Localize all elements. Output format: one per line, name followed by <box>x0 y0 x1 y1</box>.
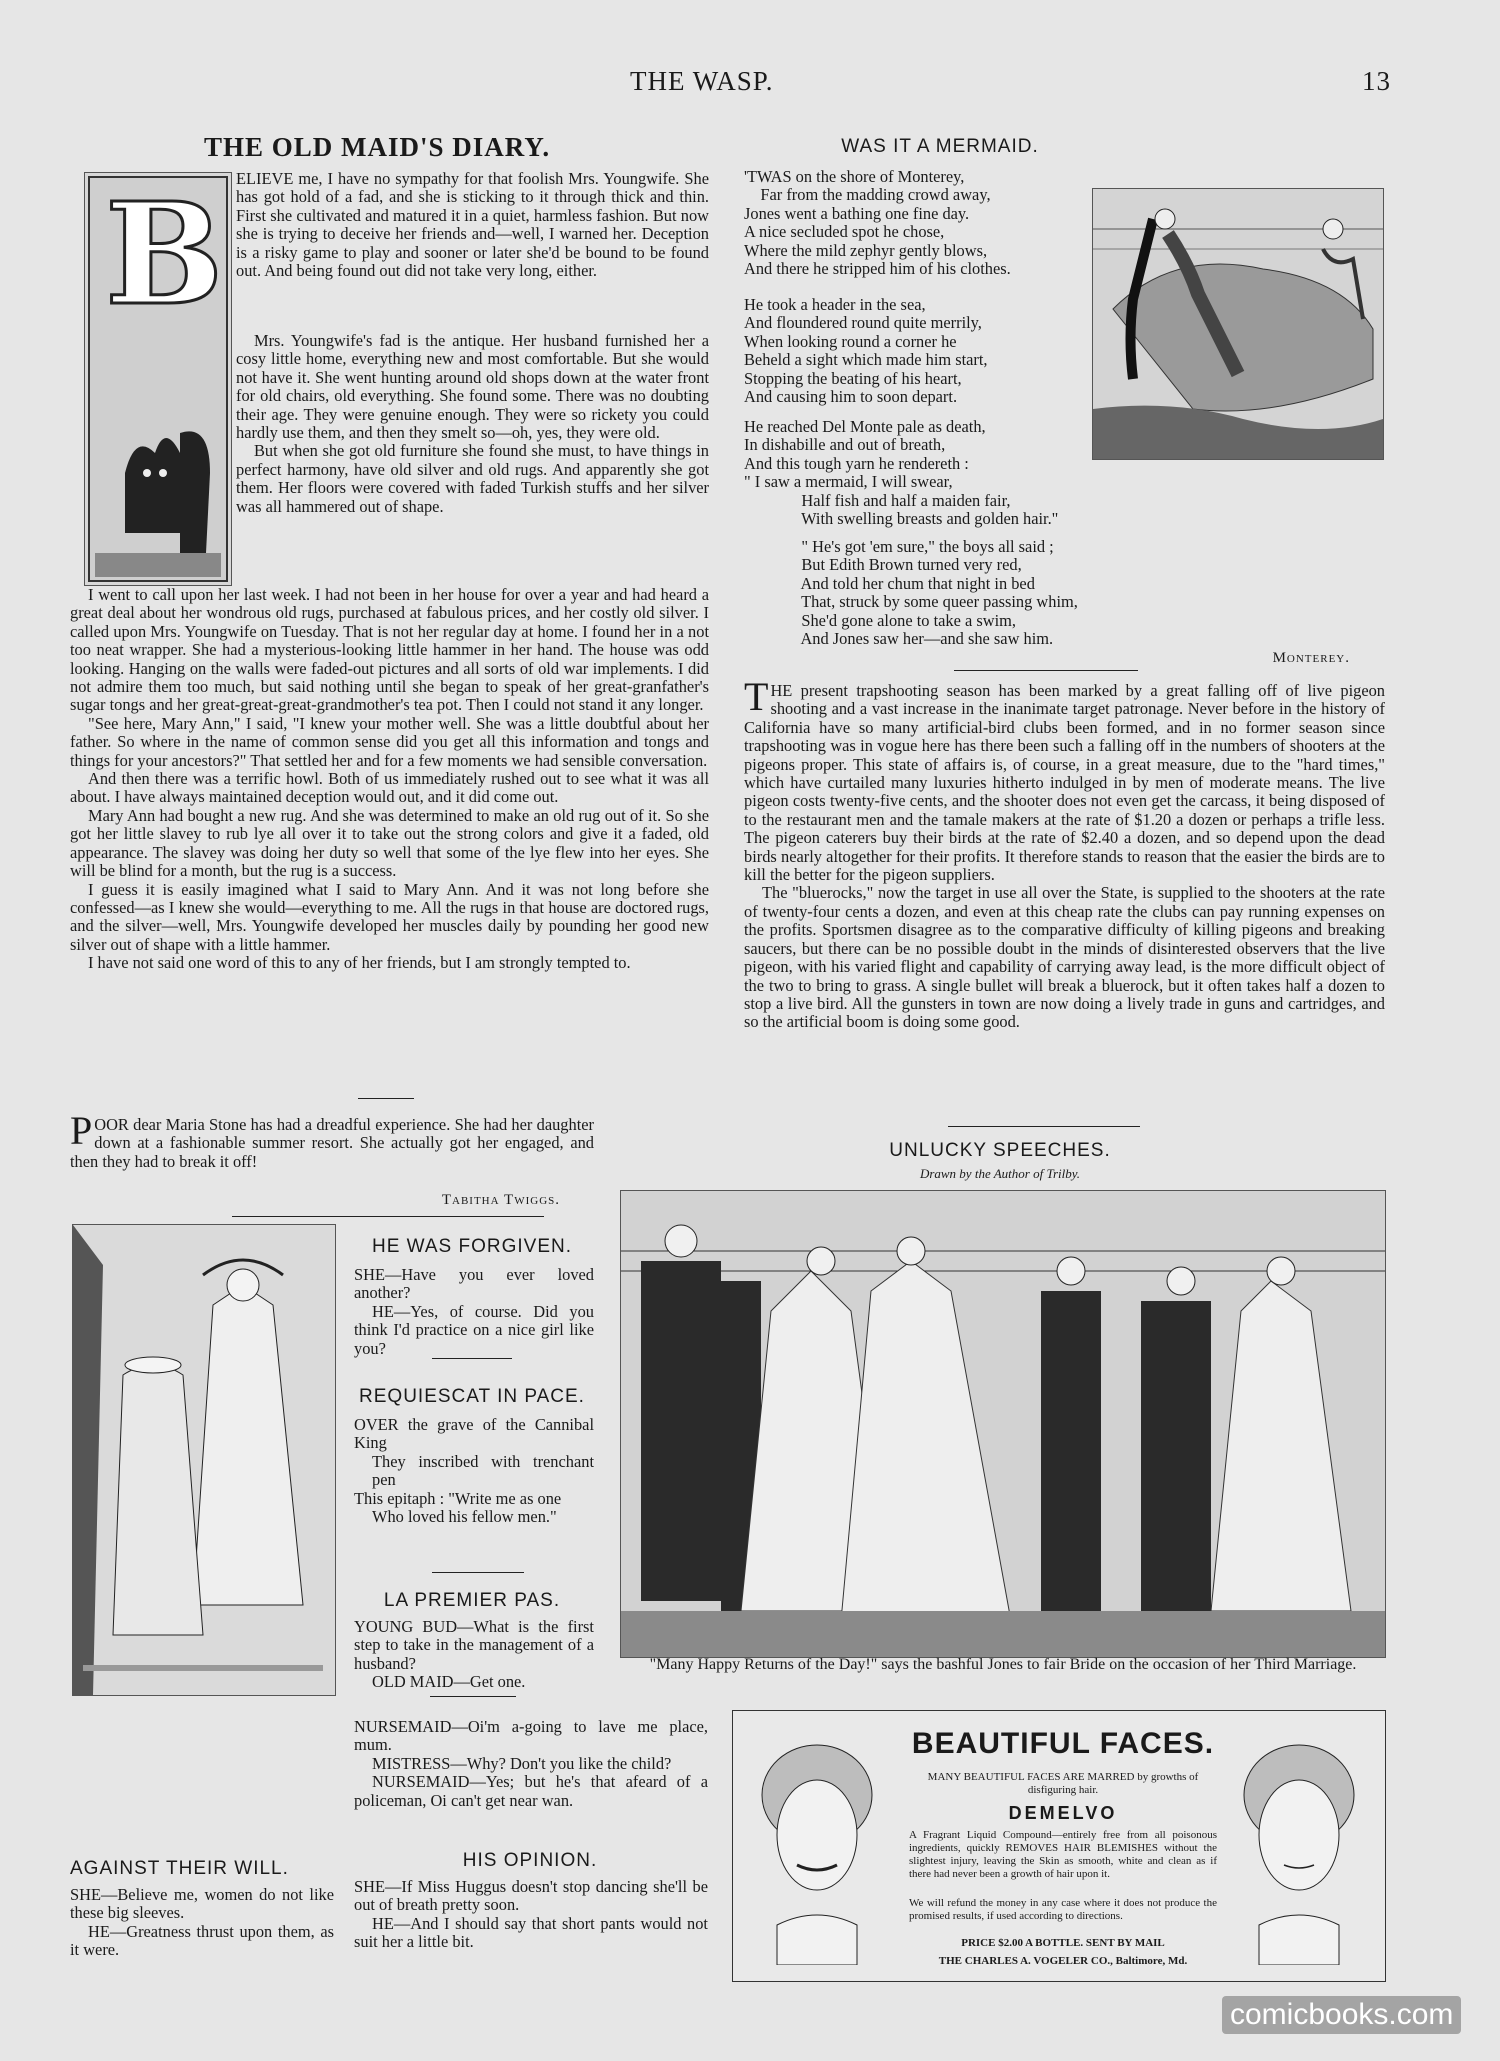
poem-line: Half fish and half a maiden fair, <box>744 490 1011 510</box>
divider <box>232 1216 544 1217</box>
ad-company: THE CHARLES A. VOGELER CO., Baltimore, Md. <box>938 1955 1188 1967</box>
opinion-text <box>354 1878 708 1952</box>
trapshooting-paragraph: The "bluerocks," now the target in use all over the State, is supplied to the shooters at the rate of twenty-four cents a dozen, and even at this cheap rate the clubs can pay running expenses on the profits. Sportsmen disagree as to the comparative difficulty of killing pigeons and breaking saucers, but there can be no possible doubt in the minds of disinterested observers that the live pigeon, with his varied flight and capability of carrying away lead, is the more difficult object of the two to bring to grass. A single bullet will break a bluerock, but it often takes half a dozen to stop a live bird. All the gunsters in town are now doing a lively trade in guns and cartridges, and so the artificial boom is doing some good. <box>744 883 1385 1032</box>
verse-line: This epitaph : "Write me as one <box>354 1488 562 1508</box>
diary-paragraph: Mrs. Youngwife's fad is the antique. Her husband furnished her a cosy little home, everything new and most comfortable. But she would not have it. She went hunting around old shops down at the water front for old chairs, old everything. She found some. There was no doubting their age. They were genuine enough. They were so rickety you could hardly use them, and then they smelt so—oh, yes, they were old. <box>236 331 709 443</box>
divider <box>948 1126 1140 1127</box>
premier-title: LA PREMIER PAS. <box>383 1590 561 1611</box>
verse-line: OVER the grave of the Cannibal King <box>354 1415 594 1453</box>
mermaid-signature: Monterey. <box>1272 650 1350 666</box>
diary-paragraph: And then there was a terrific howl. Both of us immediately rushed out to see what it was all about. I have always maintained deception would out, and it did come out. <box>70 769 709 807</box>
svg-text:B: B <box>105 173 224 337</box>
ad-refund: We will refund the money in any case where it does not produce the promised results, if used according to directions. <box>909 1897 1217 1922</box>
dialog-line: HE—Yes, of course. Did you think I'd practice on a nice girl like you? <box>354 1301 594 1358</box>
poem-line: And causing him to soon depart. <box>744 387 958 407</box>
drop-cap: P <box>70 1108 93 1153</box>
diary-paragraph: I guess it is easily imagined what I said to Mary Ann. And it was not long before she confessed—as I knew she would—everything to me. All the rugs in that house are doctored rugs, and the silver—well, Mrs. Youngwife developed her muscles daily by pounding her good new silver out of shape with a little hammer. <box>70 879 709 954</box>
poem-line: Jones went a bathing one fine day. <box>744 203 970 223</box>
divider <box>432 1358 512 1359</box>
ad-tagline: MANY BEAUTIFUL FACES ARE MARRED by growths of disfiguring hair. <box>927 1771 1199 1796</box>
trapshooting-text: HE present trapshooting season has been marked by a great falling off of live pigeon shooting and a vast increase in the inanimate target patronage. Never before in the history of California have so many artificial-bird clubs been formed, and in no former season since trapshooting was in vogue here has there been such a falling off in the numbers of shooters at the pigeons proper. This state of affairs is, of course, in a great measure, due to the "hard times," which have curtailed many luxuries hitherto indulged in by men of moderate means. The live pigeon costs twenty-five cents, and the shooter does not even get the carcass, it being disposed of to the restaurant men and the tamale makers at the rate of $1.20 a dozen or perhaps a trifle less. The pigeon caterers buy their birds at the rate of $2.40 a dozen, and so depend upon the dead birds nearly altogether for their profits. It therefore stands to reason that the easier the birds are to kill the better for the pigeon suppliers. <box>744 681 1385 885</box>
dialog-line: NURSEMAID—Oi'm a-going to lave me place, mum. <box>354 1717 708 1755</box>
mermaid-stanza-1 <box>744 168 1104 278</box>
divider <box>954 670 1138 671</box>
mermaid-stanza-2 <box>744 296 1104 406</box>
poem-line: With swelling breasts and golden hair." <box>744 509 1059 529</box>
mermaid-illustration <box>1092 188 1384 460</box>
poem-line: Stopping the beating of his heart, <box>744 368 962 388</box>
poem-line: " I saw a mermaid, I will swear, <box>744 472 953 492</box>
poor-maria-paragraph <box>70 1108 594 1171</box>
poem-line: That, struck by some queer passing whim, <box>744 592 1078 612</box>
poem-line: She'd gone alone to take a swim, <box>744 610 1016 630</box>
watermark: comicbooks.com <box>1222 1996 1461 2034</box>
divider <box>432 1572 524 1573</box>
diary-col-lower <box>70 586 709 973</box>
opinion-title: HIS OPINION. <box>462 1850 598 1871</box>
dialog-line: SHE—If Miss Huggus doesn't stop dancing she'll be out of breath pretty soon. <box>354 1877 708 1915</box>
poem-line: Where the mild zephyr gently blows, <box>744 240 988 260</box>
poor-maria-text: OOR dear Maria Stone has had a dreadful experience. She had her daughter down at a fashionable summer resort. She actually got her engaged, and then they had to break it off! <box>70 1115 594 1171</box>
diary-paragraph: "See here, Mary Ann," I said, "I knew your mother well. She was a little doubtful about her father. So where in the name of common sense did you get all this information and tongs and things for your ancestors?" That settled her and for a few moments we had sensible conversation. <box>70 713 709 770</box>
poem-line: He reached Del Monte pale as death, <box>744 417 986 436</box>
poem-line: And floundered round quite merrily, <box>744 313 982 333</box>
unlucky-title: UNLUCKY SPEECHES. <box>889 1140 1111 1161</box>
woman-portrait-left <box>747 1725 887 1965</box>
poem-line: And this tough yarn he rendereth : <box>744 453 969 473</box>
divider <box>358 1098 414 1099</box>
diary-title: THE OLD MAID'S DIARY. <box>204 132 551 162</box>
divider <box>430 1696 516 1697</box>
dialog-line: YOUNG BUD—What is the first step to take in the management of a husband? <box>354 1617 594 1673</box>
trapshooting-paragraph <box>744 674 1385 885</box>
beautiful-faces-ad <box>732 1710 1386 1982</box>
poem-line: And told her chum that night in bed <box>744 573 1035 593</box>
wedding-caption: "Many Happy Returns of the Day!" says the bashful Jones to fair Bride on the occasion of her Third Marriage. <box>649 1656 1357 1673</box>
against-title: AGAINST THEIR WILL. <box>70 1858 289 1879</box>
journal-title: THE WASP. <box>630 66 774 96</box>
requiescat-title: REQUIESCAT IN PACE. <box>359 1386 585 1407</box>
diary-intro: ELIEVE me, I have no sympathy for that foolish Mrs. Youngwife. She has got hold of a fad, and she is sticking to it through thick and thin. First she cultivated and matured it in a quiet, harmless fashion. But now she is trying to deceive her friends and—well, I warned her. Deception is a risky game to play and sooner or later she'd be bound to be found out. And being found out did not take very long, either. <box>236 169 709 281</box>
ad-price: PRICE $2.00 A BOTTLE. SENT BY MAIL <box>961 1937 1165 1949</box>
mermaid-title: WAS IT A MERMAID. <box>841 136 1039 157</box>
mermaid-stanza-4 <box>744 538 1304 648</box>
poem-line: A nice secluded spot he chose, <box>744 222 945 242</box>
drop-cap: T <box>744 674 769 719</box>
premier-text <box>354 1618 594 1692</box>
verse-line: Who loved his fellow men." <box>372 1507 557 1527</box>
requiescat-text <box>354 1416 594 1526</box>
ad-body: A Fragrant Liquid Compound—entirely free from all poisonous ingredients, quickly REMOVES HAIR BLEMISHES without the slightest injury, leaving the Skin as smooth, white and clean as if there had never been a growth of hair upon it. <box>909 1829 1217 1880</box>
against-text <box>70 1886 334 1960</box>
poem-line: And Jones saw her—and she saw him. <box>744 629 1054 649</box>
poem-line: He took a header in the sea, <box>744 295 926 314</box>
poem-line: And there he stripped him of his clothes. <box>744 259 1011 279</box>
nursemaid-text <box>354 1718 708 1810</box>
forgiven-title: HE WAS FORGIVEN. <box>371 1236 573 1257</box>
ad-product: DEMELVO <box>1008 1803 1118 1823</box>
poem-line: Beheld a sight which made him start, <box>744 350 988 370</box>
ad-title: BEAUTIFUL FACES. <box>911 1727 1215 1760</box>
dialog-line: SHE—Believe me, women do not like these big sleeves. <box>70 1885 334 1923</box>
poem-line: Far from the madding crowd away, <box>744 185 991 205</box>
wedding-illustration <box>620 1190 1386 1658</box>
dialog-line: HE—Greatness thrust upon them, as it were. <box>70 1921 334 1960</box>
dialog-line: OLD MAID—Get one. <box>372 1672 526 1692</box>
poem-line: 'TWAS on the shore of Monterey, <box>744 167 965 186</box>
poem-line: But Edith Brown turned very red, <box>744 555 1022 575</box>
poem-line: When looking round a corner he <box>744 331 957 351</box>
page-number: 13 <box>1362 66 1391 96</box>
diary-paragraph: I went to call upon her last week. I had not been in her house for over a year and had heard a great deal about her wondrous old rugs, purchased at fabulous prices, and her costly old silver. I called upon Mrs. Youngwife on Tuesday. That is not her regular day at home. I found her in a not too neat wrapper. She had a mysterious-looking little hammer in her hand. The house was odd looking. Hanging on the walls were faded-out pictures and all sorts of old war implements. I did not admire them too much, but said nothing until she began to speak of her great-granfather's sugar tongs and her great-great-great-grandmother's tea pot. Then I could not stand it any longer. <box>70 585 709 715</box>
unlucky-credit: Drawn by the Author of Trilby. <box>919 1166 1081 1181</box>
poem-line: " He's got 'em sure," the boys all said ; <box>744 537 1054 556</box>
diary-paragraph: I have not said one word of this to any of her friends, but I am strongly tempted to. <box>88 953 631 973</box>
woman-portrait-right <box>1229 1725 1369 1965</box>
poem-line: In dishabille and out of breath, <box>744 435 946 455</box>
diary-signature: Tabitha Twiggs. <box>441 1192 560 1208</box>
diary-paragraph: Mary Ann had bought a new rug. And she was determined to make an old rug out of it. So she got her little slavey to rub lye all over it to take out the strong colors and give it a faded, old appearance. The slavey was doing her duty so well that some of the lye flew into her eyes. She will be blind for a month, but the rug is a success. <box>70 805 709 881</box>
diary-col-upper <box>236 332 709 516</box>
forgiven-text <box>354 1266 594 1358</box>
decorative-initial-illustration <box>84 172 232 586</box>
couple-illustration <box>72 1224 336 1696</box>
diary-paragraph: But when she got old furniture she found she must, to have things in perfect harmony, have old silver and old rugs. And apparently she got them. Her floors were covered with faded Turkish stuffs and her silver was all hammered out of shape. <box>236 441 709 516</box>
dialog-line: HE—And I should say that short pants would not suit her a little bit. <box>354 1913 708 1952</box>
trapshooting-article <box>744 674 1385 1032</box>
verse-line: They inscribed with trenchant pen <box>372 1451 594 1490</box>
dialog-line: NURSEMAID—Yes; but he's that afeard of a policeman, Oi can't get near wan. <box>354 1772 708 1810</box>
dialog-line: MISTRESS—Why? Don't you like the child? <box>372 1753 672 1773</box>
dialog-line: SHE—Have you ever loved another? <box>354 1265 594 1303</box>
